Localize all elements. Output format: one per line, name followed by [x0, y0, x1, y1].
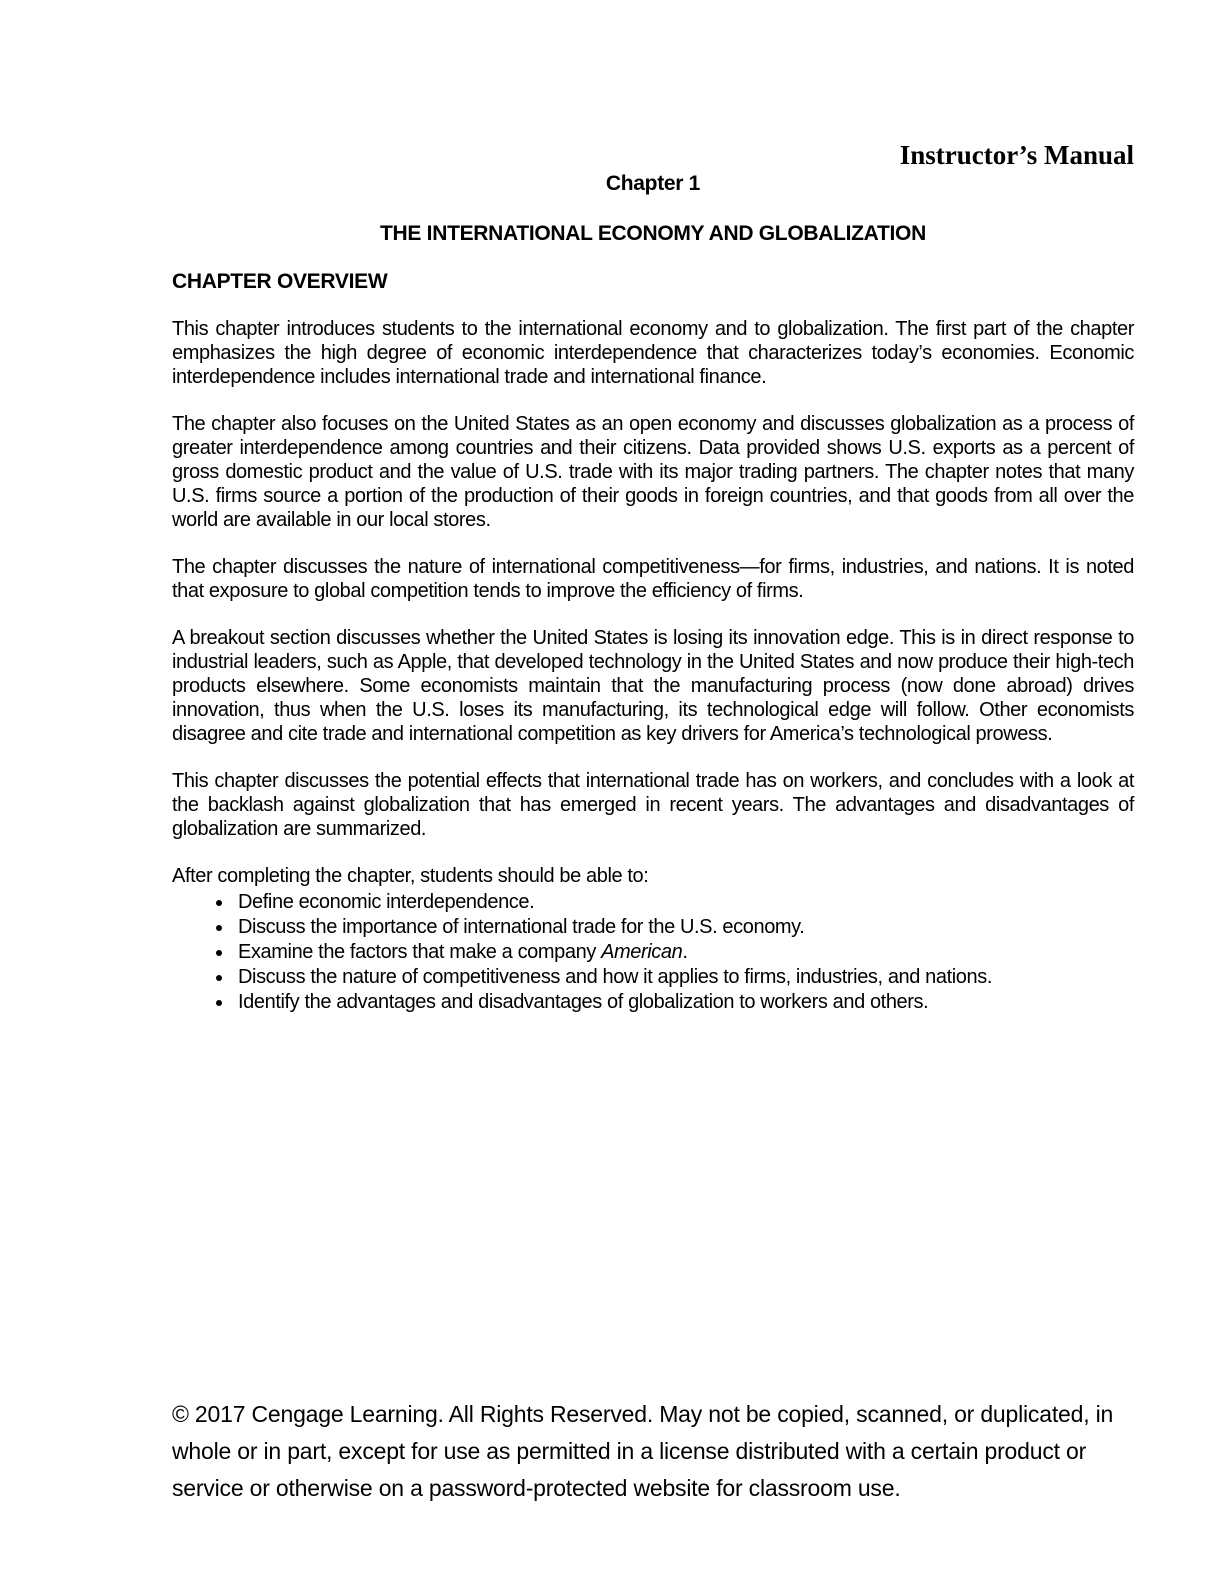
- objective-text-post: .: [682, 941, 688, 963]
- objective-text: Identify the advantages and disadvantages of globalization to workers and others.: [238, 991, 929, 1013]
- objectives-intro: After completing the chapter, students should be able to:: [172, 865, 649, 887]
- paragraph-innovation-edge: A breakout section discusses whether the United States is losing its innovation edge. This is in direct response to industrial leaders, such as Apple, that developed technology in the United States and now produce their high-tech products elsewhere. Some economists maintain that the manufacturing process (now done abroad) drives innovation, thus when the U.S. loses its manufacturing, its technological edge will follow. Other economists disagree and cite trade and international competition as key drivers for America’s technological prowess.: [172, 627, 1134, 745]
- objective-text: Define economic interdependence.: [238, 891, 535, 913]
- list-item: [234, 990, 1134, 1015]
- header-instructors-manual: Instructor’s Manual: [899, 140, 1134, 170]
- list-item: [234, 940, 1134, 965]
- page-title: THE INTERNATIONAL ECONOMY AND GLOBALIZATION: [380, 222, 926, 245]
- list-item: [234, 890, 1134, 915]
- page-content: [172, 140, 1134, 1015]
- objective-text: Examine the factors that make a company: [238, 941, 602, 963]
- section-heading-chapter-overview: CHAPTER OVERVIEW: [172, 270, 388, 293]
- paragraph-intro: This chapter introduces students to the international economy and to globalization. The first part of the chapter emphasizes the high degree of economic interdependence that characterizes today’s economies. Economic interdependence includes international trade and international finance.: [172, 318, 1134, 388]
- list-item: [234, 965, 1134, 990]
- list-item: [234, 915, 1134, 940]
- paragraph-workers-backlash: This chapter discusses the potential effects that international trade has on workers, and concludes with a look at the backlash against globalization that has emerged in recent years. The advantages and disadvantages of globalization are summarized.: [172, 770, 1134, 840]
- paragraph-open-economy: The chapter also focuses on the United States as an open economy and discusses globalization as a process of greater interdependence among countries and their citizens. Data provided shows U.S. exports as a percent of gross domestic product and the value of U.S. trade with its major trading partners. The chapter notes that many U.S. firms source a portion of the production of their goods in foreign countries, and that goods from all over the world are available in our local stores.: [172, 413, 1134, 531]
- chapter-label: Chapter 1: [605, 172, 701, 195]
- objectives-list: [172, 890, 1134, 1015]
- copyright-footer: © 2017 Cengage Learning. All Rights Reserved. May not be copied, scanned, or duplicated, in whole or in part, except for use as permitted in a license distributed with a certain product or service or otherwise on a password-protected website for classroom use.: [172, 1401, 1114, 1501]
- objective-italic: American: [601, 941, 683, 963]
- paragraph-competitiveness: The chapter discusses the nature of international competitiveness—for firms, industries, and nations. It is noted that exposure to global competition tends to improve the efficiency of firms.: [172, 556, 1134, 602]
- objective-text: Discuss the nature of competitiveness and how it applies to firms, industries, and nations.: [238, 966, 993, 988]
- objective-text: Discuss the importance of international trade for the U.S. economy.: [238, 916, 805, 938]
